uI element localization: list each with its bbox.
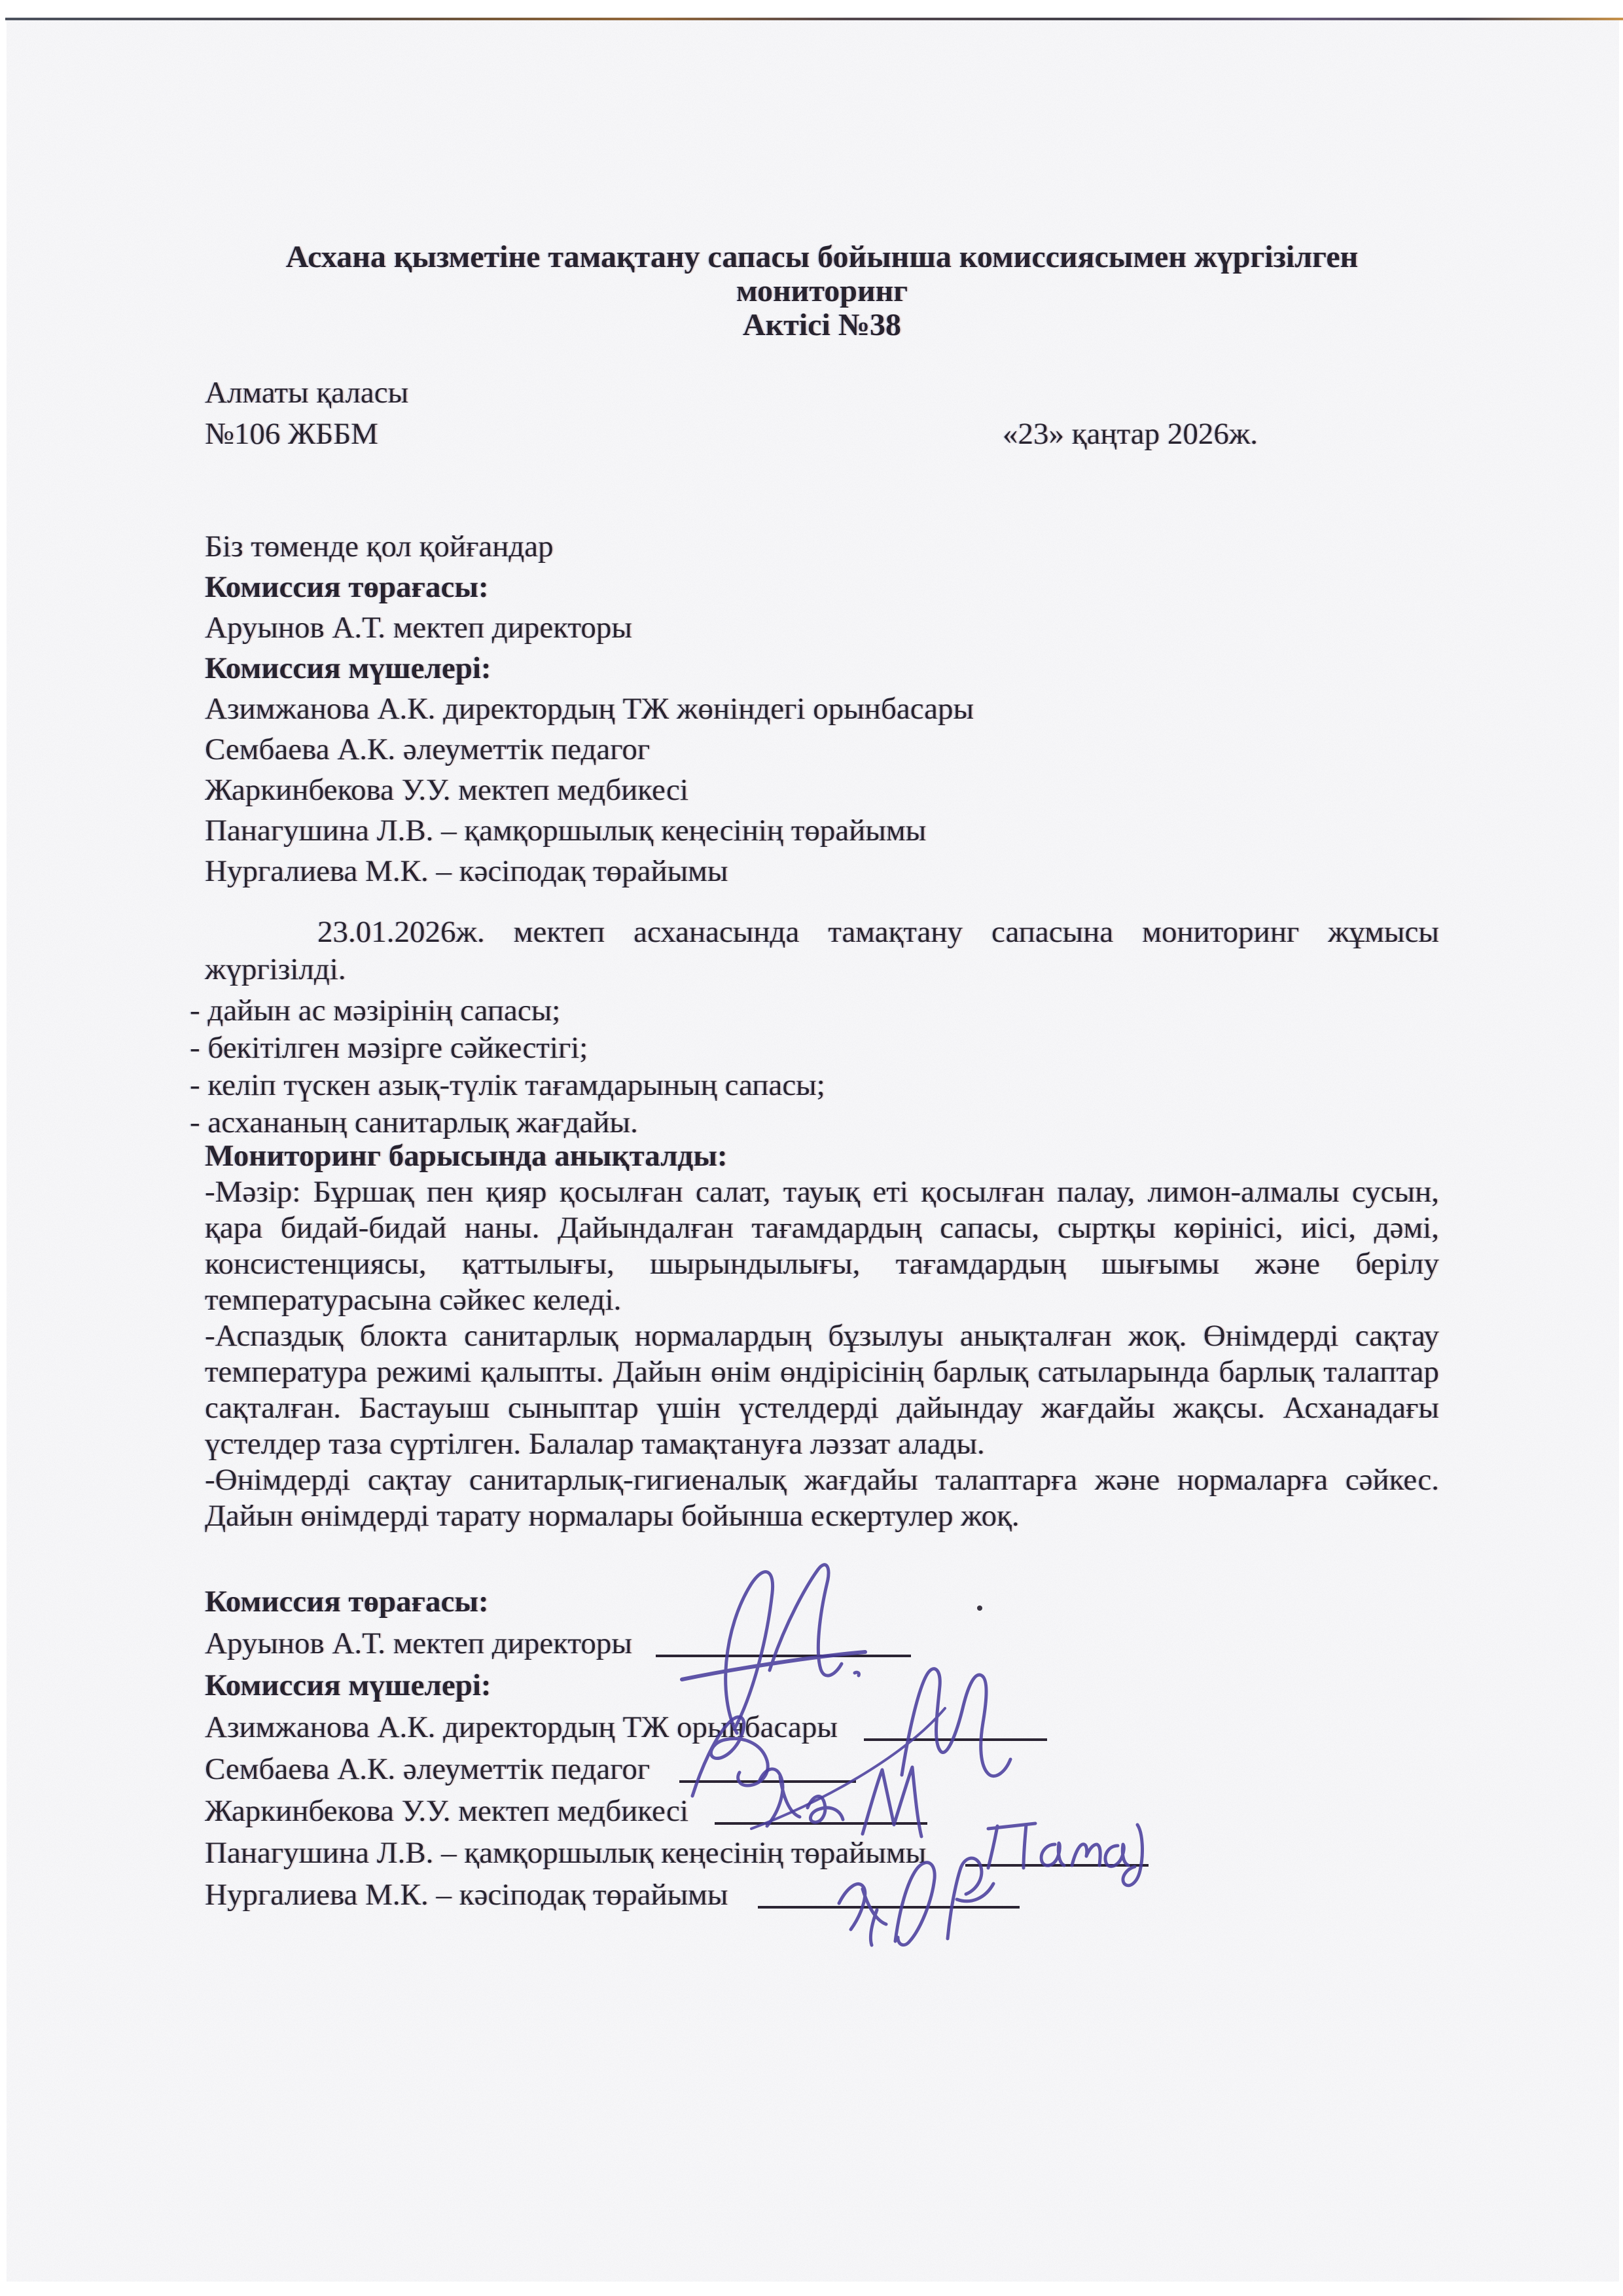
findings-paragraph: -Мәзір: Бұршақ пен қияр қосылған салат, тауық еті қосылған палау, лимон-алмалы сусын, қара бидай-бидай наны. Дайындалған тағамдардың сапасы, сыртқы көрінісі, иісі, дәмі, консистенциясы, қаттылығы, шырындылығы, тағамдардың шығымы және берілу температурасына сәйкес келеді. [205,1175,1439,1317]
findings-heading: Мониторинг барысында анықталды: [205,1139,728,1173]
members-heading: Комиссия мүшелері: [205,651,491,685]
member-name: Жаркинбекова У.У. мектеп медбикесі [205,773,688,807]
signature-line [656,1648,911,1657]
findings-paragraph: -Аспаздық блокта санитарлық нормалардың бұзылуы анықталған жоқ. Өнімдерді сақтау температура режимі қалыпты. Дайын өнім өндірісінің барлық сатыларында барлық талаптар сақталған. Бастауыш сыныптар үшін үстелдерді дайындау жағдайы жақсы. Асханадағы үстелдер таза сүртілген. Балалар тамақтануға ләззат алады. [205,1319,1439,1461]
signature-name: Панагушина Л.В. – қамқоршылық кеңесінің төрайымы [205,1836,927,1870]
member-name: Азимжанова А.К. директордың ТЖ жөніндегі орынбасары [205,692,974,726]
signature-name: Сембаева А.К. әлеуметтік педагог [205,1752,651,1786]
checklist-item: - дайын ас мәзірінің сапасы; [190,994,561,1028]
signatures-chairman-heading: Комиссия төрағасы: [205,1585,489,1619]
chairman-name: Аруынов А.Т. мектеп директоры [205,611,632,645]
signature-line [679,1774,856,1783]
city-line: Алматы қаласы [205,376,409,410]
monitoring-paragraph: 23.01.2026ж. мектеп асханасында тамақтану сапасына мониторинг жұмысы жүргізілді. [205,915,1439,986]
document-title [205,240,1439,342]
intro-line: Біз төменде қол қойғандар [205,529,554,564]
findings-block [205,1138,1439,1534]
chairman-heading: Комиссия төрағасы: [205,570,489,604]
signature-line [758,1899,1020,1909]
signature-name: Нургалиева М.К. – кәсіподақ төрайымы [205,1878,728,1912]
signatures-block [205,1581,1439,1916]
member-name: Панагушина Л.В. – қамқоршылық кеңесінің төрайымы [205,814,927,848]
school-line: №106 ЖББМ [205,417,378,451]
signature-row [205,1706,1439,1748]
signature-line [864,1732,1047,1741]
header-block [205,372,1439,455]
date-line: «23» қаңтар 2026ж. [1003,417,1258,451]
signature-name: Жаркинбекова У.У. мектеп медбикесі [205,1794,688,1828]
checklist-item: - асхананың санитарлық жағдайы. [190,1105,638,1139]
checklist [190,992,1439,1141]
signature-name: Азимжанова А.К. директордың ТЖ орынбасары [205,1710,838,1744]
member-name: Сембаева А.К. әлеуметтік педагог [205,732,651,766]
signature-row [205,1623,1439,1664]
checklist-item: - келіп түскен азық-түлік тағамдарының сапасы; [190,1068,825,1102]
signature-row [205,1874,1439,1916]
signature-row [205,1790,1439,1832]
signature-name: Аруынов А.Т. мектеп директоры [205,1626,632,1660]
signature-line [965,1857,1149,1867]
member-name: Нургалиева М.К. – кәсіподақ төрайымы [205,854,728,888]
school-date-row [205,414,1439,455]
checklist-item: - бекітілген мәзірге сәйкестігі; [190,1031,588,1065]
signatures-members-heading: Комиссия мүшелері: [205,1668,491,1702]
signature-line [715,1816,927,1825]
findings-paragraph: -Өнімдерді сақтау санитарлық-гигиеналық жағдайы талаптарға және нормаларға сәйкес. Дайын өнімдерді тарату нормалары бойынша ескертулер жоқ. [205,1463,1439,1533]
signature-row [205,1748,1439,1790]
title-line-2: мониторинг [736,274,908,308]
preamble-block [205,526,1439,891]
title-line-1: Асхана қызметіне тамақтану сапасы бойынша комиссиясымен жүргізілген [285,240,1359,274]
title-line-3: Актісі №38 [742,308,902,342]
signature-row [205,1832,1439,1874]
